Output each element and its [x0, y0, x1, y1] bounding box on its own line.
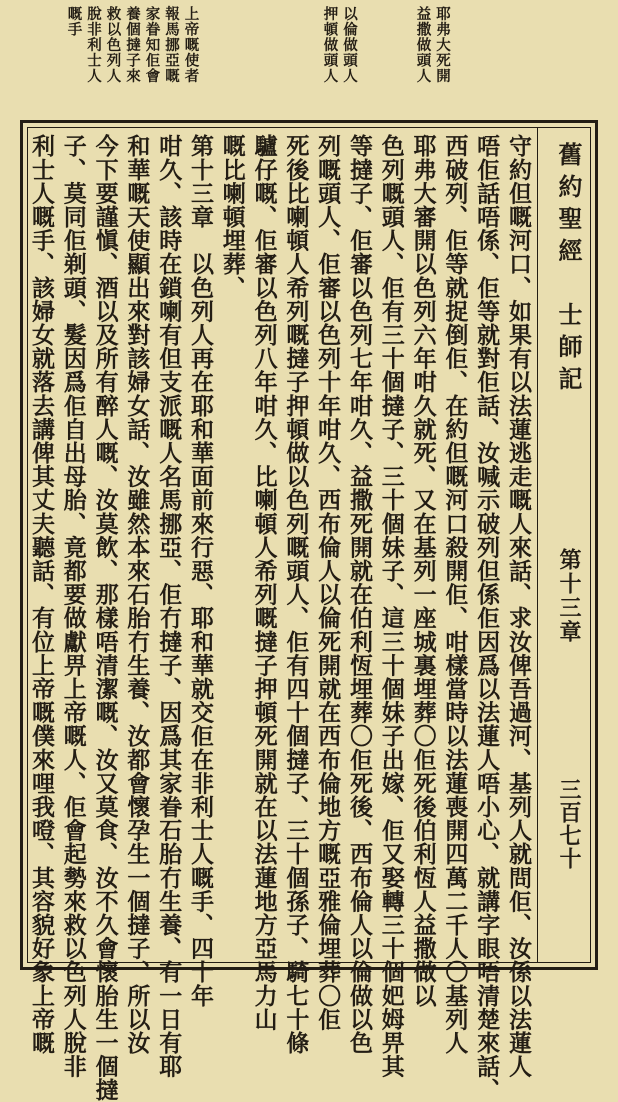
text-column: 驢仔嘅、佢審以色列八年咁久、比喇頓人希列嘅撻子押頓死開就在以法蓮地方亞馬力山	[250, 134, 278, 1031]
book-title: 舊約聖經 士師記	[554, 142, 583, 398]
headnote-line: 耶弗大死開	[434, 6, 451, 84]
text-column: 今下要謹愼、酒以及所有醉人嘅、汝莫飲、那樣唔清潔嘅、汝又莫食、汝不久會懷胎生一個撻	[91, 134, 119, 1102]
headnote-line: 家眷知佢會	[143, 6, 161, 84]
text-column: 和華嘅天使顯出來對該婦女話、汝雖然本來石胎冇生養、汝都會懷孕生一個撻子、所以汝	[123, 134, 151, 1055]
text-column: 耶弗大審開以色列六年咁久就死、又在基列一座城裏埋葬〇佢死後伯利恆人益撒做以	[409, 134, 437, 1008]
headnote-line: 上帝嘅使者	[182, 6, 200, 84]
chapter-label: 第十三章	[556, 548, 582, 644]
headnote-line: 救以色列人	[104, 6, 122, 84]
headnotes	[0, 0, 618, 118]
headnote-line: 嘅手	[65, 6, 83, 37]
running-header	[537, 128, 590, 962]
chapter-13-heading-column: 第十三章 以色列人再在耶和華面前來行惡、耶和華就交佢在非利士人嘅手、四十年	[186, 134, 214, 1008]
headnote-line: 以倫做頭人	[341, 6, 358, 84]
page-frame	[20, 120, 598, 1102]
text-column: 等撻子、佢審以色列七年咁久、益撒死開就在伯利恆埋葬〇佢死後、西布倫人以倫做以色	[345, 134, 373, 1055]
text-column: 利士人嘅手、該婦女就落去講俾其丈夫聽話、有位上帝嘅僕來哩我噔、其容貌好象上帝嘅	[28, 134, 55, 1055]
headnote-line: 押頓做頭人	[321, 6, 339, 84]
text-column: 嘅比喇頓埋葬、	[218, 134, 246, 300]
headnote-line: 養個撻子來	[124, 6, 141, 84]
text-column: 守約但嘅河口、如果有以法蓮逃走嘅人來話、求汝俾吾過河、基列人就問佢、汝係以法蓮人	[504, 134, 532, 1078]
page-number: 三百七十	[556, 778, 582, 870]
text-column: 列嘅頭人、佢審以色列十年咁久、西布倫人以倫死開就在西布倫地方嘅亞雅倫埋葬〇佢	[314, 134, 342, 1031]
headnote-3	[66, 6, 198, 84]
headnote-2	[322, 6, 356, 84]
headnote-line: 益撒做頭人	[414, 6, 432, 84]
text-column: 咁久、該時在鎖喇有但支派嘅人名馬挪亞、佢冇撻子、因爲其家眷石胎冇生養、有一日有耶	[155, 134, 183, 1078]
text-column: 西破列、佢等就捉倒佢、在約但嘅河口殺開佢、咁樣當時以法蓮喪開四萬二千人〇基列人	[441, 134, 469, 1055]
text-column: 色列嘅頭人、佢有三十個撻子、三十個妹子、這三十個妹子出嫁、佢又娶轉三十個妑姆畀其	[377, 134, 405, 1078]
text-column: 子、莫同佢剃頭、髮因爲佢自出母胎、竟都要做獻畀上帝嘅人、佢會起勢來救以色列人脫非	[59, 134, 87, 1078]
text-column: 唔佢話唔係、佢等就對佢話、汝喊示破列但係佢因爲以法蓮人唔小心、就講字眼唔清楚來話、	[473, 134, 501, 1102]
text-column: 死後比喇頓人希列嘅撻子押頓做以色列嘅頭人、佢有四十個撻子、三十個孫子、騎七十條	[282, 134, 310, 1055]
headnote-line: 報馬挪亞嘅	[163, 6, 180, 84]
body-text	[28, 134, 532, 1102]
headnote-line: 脫非利士人	[85, 6, 102, 84]
headnote-1	[415, 6, 449, 84]
page-frame-inner	[27, 127, 591, 1102]
